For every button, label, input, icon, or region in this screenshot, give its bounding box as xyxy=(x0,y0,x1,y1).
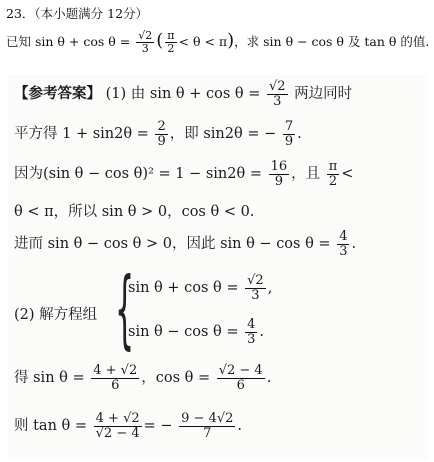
answer-l8-numerator-2: 9 − 4√2 xyxy=(181,411,234,426)
answer-l8-mid: = − xyxy=(143,418,173,435)
range-numerator: π xyxy=(167,29,175,43)
answer-l7-fraction-2 xyxy=(217,364,265,392)
answer-l8-denominator-2: 7 xyxy=(179,426,235,441)
answer-l3-denominator-2: 2 xyxy=(327,174,340,189)
sys1-tail: , xyxy=(267,280,273,297)
answer-l7-denominator-2: 6 xyxy=(217,378,265,393)
answer-l3-fraction xyxy=(269,160,290,188)
answer-l3-numerator-2: π xyxy=(328,159,338,174)
question-number-line xyxy=(6,4,148,22)
given-fraction xyxy=(136,30,154,54)
answer-l4-text: θ < π，所以 sin θ > 0，cos θ < 0. xyxy=(14,204,255,220)
answer-l6-label: (2) 解方程组 xyxy=(14,307,98,323)
answer-l3-fraction-2 xyxy=(327,160,340,188)
answer-line-2 xyxy=(14,120,302,148)
answer-l5-numerator: 4 xyxy=(339,229,348,244)
sys1-numerator: √2 xyxy=(247,273,264,288)
sys1-fraction xyxy=(245,274,266,302)
answer-l7-numerator: 4 + √2 xyxy=(93,363,138,378)
sys1-denominator: 3 xyxy=(245,288,266,303)
answer-l2-numerator-2: 7 xyxy=(284,119,294,134)
answer-line-7 xyxy=(14,364,271,392)
answer-l3-text: 因为(sin θ − cos θ)² = 1 − sin2θ = xyxy=(14,166,262,183)
question-score: （本小题满分 12分） xyxy=(34,6,149,21)
system-equation-1 xyxy=(128,274,272,302)
answer-l7-tail: . xyxy=(266,370,272,387)
sys2-text: sin θ − cos θ = xyxy=(128,324,239,341)
answer-l5-fraction xyxy=(337,230,349,258)
stem-tail: ，求 sin θ − cos θ 及 tan θ 的值. xyxy=(234,34,430,49)
answer-l2-tail: . xyxy=(297,126,302,143)
answer-heading: 【参考答案】 xyxy=(14,85,101,103)
answer-line-1 xyxy=(14,80,352,108)
answer-l3-tail: < xyxy=(341,166,354,183)
answer-l7-denominator: 6 xyxy=(91,378,139,393)
answer-l3-numerator: 16 xyxy=(270,159,288,174)
range-denominator: 2 xyxy=(165,42,176,55)
answer-l1-tail: 两边同时 xyxy=(294,86,353,103)
answer-l1-denominator: 3 xyxy=(267,94,288,109)
answer-l7-numerator-2: √2 − 4 xyxy=(218,363,263,378)
sys1-text: sin θ + cos θ = xyxy=(128,280,239,297)
sys2-fraction xyxy=(245,318,257,346)
range-close: ) xyxy=(227,30,235,51)
answer-l2-denominator-2: 9 xyxy=(284,133,294,149)
answer-l5-text: 进而 sin θ − cos θ > 0，因此 sin θ − cos θ = xyxy=(14,236,331,253)
answer-l2-fraction-2 xyxy=(283,120,295,148)
sys2-numerator: 4 xyxy=(247,317,256,332)
answer-l2-text: 平方得 1 + sin2θ = xyxy=(14,126,149,143)
answer-l1-numerator: √2 xyxy=(269,79,286,94)
answer-l2-numerator: 2 xyxy=(157,119,166,134)
stem-lead: 已知 sin θ + cos θ = xyxy=(6,34,131,49)
answer-l3-denominator: 9 xyxy=(269,174,290,189)
answer-l8-numerator: 4 + √2 xyxy=(95,411,140,426)
given-numerator: √2 xyxy=(138,29,153,43)
answer-line-3 xyxy=(14,160,353,188)
range-fraction xyxy=(165,30,176,54)
answer-l2-mid: ，即 sin2θ = − xyxy=(169,126,277,143)
answer-l7-text: 得 sin θ = xyxy=(14,370,85,387)
answer-l2-denominator: 9 xyxy=(157,133,166,149)
question-number: 23． xyxy=(6,6,35,21)
answer-l8-denominator: √2 − 4 xyxy=(95,425,140,441)
answer-line-4 xyxy=(14,200,254,221)
system-equation-2 xyxy=(128,318,264,346)
answer-l8-text: 则 tan θ = xyxy=(14,418,88,435)
sys2-tail: . xyxy=(259,324,265,341)
answer-l3-mid: ，且 xyxy=(291,166,321,183)
answer-l1-text: (1) 由 sin θ + cos θ = xyxy=(105,86,261,103)
sys2-denominator: 3 xyxy=(247,331,256,347)
range-open: ( xyxy=(156,30,164,51)
question-stem xyxy=(6,30,429,55)
answer-l8-tail: . xyxy=(237,418,243,435)
answer-l5-tail: . xyxy=(351,236,357,253)
range-rest: < θ < π xyxy=(178,34,228,49)
answer-l2-fraction xyxy=(155,120,167,148)
answer-l7-fraction xyxy=(91,364,139,392)
answer-l8-fraction xyxy=(94,412,142,440)
answer-l1-fraction xyxy=(267,80,288,108)
answer-line-5 xyxy=(14,230,356,258)
answer-l5-denominator: 3 xyxy=(339,243,348,259)
answer-l7-mid: ，cos θ = xyxy=(141,370,211,387)
answer-line-8 xyxy=(14,412,242,440)
answer-l8-fraction-2 xyxy=(179,412,235,440)
given-denominator: 3 xyxy=(136,42,154,55)
system-brace: { xyxy=(115,259,135,359)
